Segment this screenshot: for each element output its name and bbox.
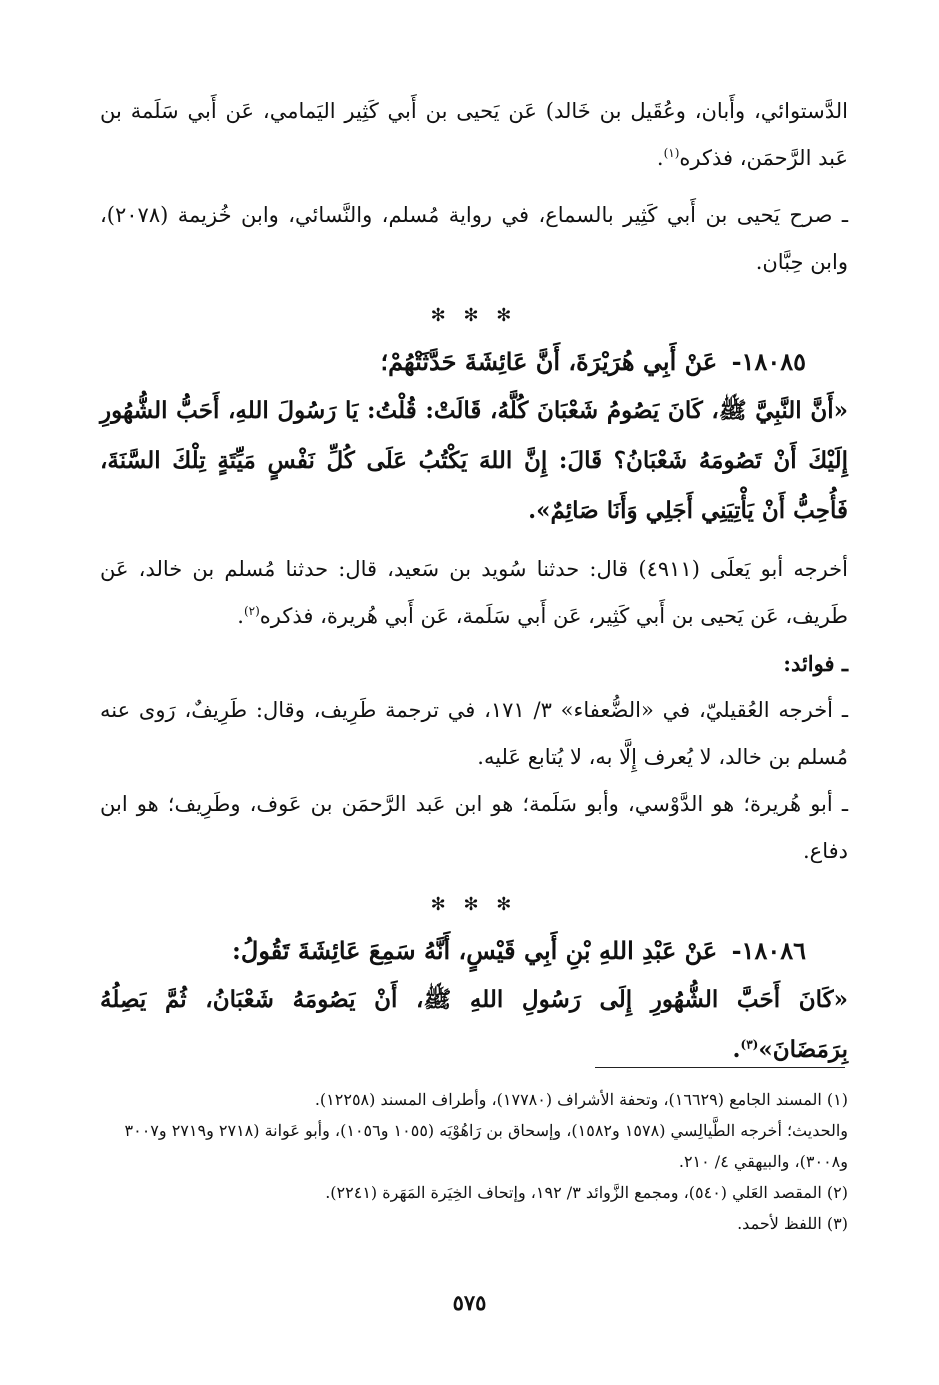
footnote-1: (١) المسند الجامع (١٦٦٢٩)، وتحفة الأشراف (١٧٧٨٠)، وأطراف المسند (١٢٢٥٨). [314, 1090, 848, 1109]
paragraph-sama-note: ـ صرح يَحيى بن أَبي كَثِير بالسماع، في رواية مُسلم، والنَّسائي، وابن خُزيمة (٢٠٧٨)، وابن حِبَّان. [100, 203, 848, 274]
footnote-divider [595, 1067, 845, 1068]
section-separator: ✻ ✻ ✻ [430, 305, 518, 326]
fawaid-note-1: ـ أخرجه العُقيليّ، في «الضُّعفاء» ٣/ ١٧١، في ترجمة طَرِيف، وقال: طَرِيفٌ، رَوى عنه مُسلم بن خالد، لا يُعرف إِلَّا به، لا يُتابع عَليه. [100, 698, 848, 769]
hadith-matn-end: . [732, 1036, 741, 1063]
footnote-3: (٣) اللفظ لأحمد. [737, 1214, 848, 1233]
footnote-reference: (٢) [243, 604, 260, 618]
fawaid-heading: ـ فوائد: [783, 651, 848, 676]
hadith-isnad: عَنْ أَبِي هُرَيْرَةَ، أَنَّ عَائِشَةَ حَدَّثَتْهُمْ؛ [380, 347, 718, 376]
paragraph-text: الدَّستوائي، وأَبان، وعُقَيل بن خَالد) عَن يَحيى بن أَبي كَثِير اليَمامي، عَن أَبي سَلَمة بن عَبد الرَّحمَن، فذكره [100, 99, 848, 170]
hadith-matn: «أَنَّ النَّبِيَّ ﷺ، كَانَ يَصُومُ شَعْبَانَ كُلَّهُ، قَالَتْ: قُلْتُ: يَا رَسُولَ اللهِ، أَحَبُّ الشُّهُورِ إِلَيْكَ أَنْ تَصُومَهُ شَعْبَانُ؟ قَالَ: إِنَّ اللهَ يَكْتُبُ عَلَى كُلِّ نَفْسٍ مَيِّتَةٍ تِلْكَ السَّنَةَ، فَأُحِبُّ أَنْ يَأْتِيَنِي أَجَلِي وَأَنَا صَائِمٌ». [100, 397, 848, 524]
page-number: ٥٧٥ [452, 1290, 487, 1315]
hadith-heading [100, 927, 848, 975]
page-body [100, 88, 848, 1075]
fawaid-note-2: ـ أبو هُريرة؛ هو الدَّوْسي، وأبو سَلَمة؛ هو ابن عَبد الرَّحمَن بن عَوف، وطَرِيف؛ هو ابن دفاع. [100, 792, 848, 863]
hadith-number: ١٨٠٨٦- [731, 936, 806, 965]
footnotes [100, 1084, 848, 1239]
hadith-number: ١٨٠٨٥- [731, 347, 806, 376]
takhrij-paragraph: أخرجه أبو يَعلَى (٤٩١١) قال: حدثنا سُويد بن سَعيد، قال: حدثنا مُسلم بن خالد، عَن طَريف، عَن يَحيى بن أَبي كَثِير، عَن أَبي سَلَمة، عَن أَبي هُريرة، فذكره$^{(٢)}$. [100, 557, 848, 628]
footnote-2: (٢) المقصد العَلي (٥٤٠)، ومجمع الزَّوائد ٣/ ١٩٢، وإتحاف الخِيَرة المَهَرة (٢٢٤١). [325, 1183, 848, 1202]
footnote-reference: (١) [663, 146, 680, 160]
paragraph-isnad-continuation: الدَّستوائي، وأَبان، وعُقَيل بن خَالد) عَن يَحيى بن أَبي كَثِير اليَمامي، عَن أَبي سَلَمة بن عَبد الرَّحمَن، فذكره$^{(١)}$. [100, 99, 848, 170]
takhrij-text: أخرجه أبو يَعلَى (٤٩١١) قال: حدثنا سُويد بن سَعيد، قال: حدثنا مُسلم بن خالد، عَن طَريف، عَن يَحيى بن أَبي كَثِير، عَن أَبي سَلَمة، عَن أَبي هُريرة، فذكره [100, 557, 848, 628]
hadith-matn [100, 975, 848, 1075]
footnote-1-continuation: والحديث؛ أخرجه الطَّيالِسي (١٥٧٨ و١٥٨٢)، وإسحاق بن رَاهُوْيَه (١٠٥٥ و١٠٥٦)، وأبو عَوانة (٢٧١٨ و٢٧١٩ و٣٠٠٧ و٣٠٠٨)، والبيهقي ٤/ ٢١٠. [124, 1121, 848, 1171]
hadith-matn-text: «كَانَ أَحَبَّ الشُّهُورِ إِلَى رَسُولِ اللهِ ﷺ، أَنْ يَصُومَهُ شَعْبَانُ، ثُمَّ يَصِلُهُ بِرَمَضَانَ» [100, 986, 848, 1063]
footnote-reference: (٣) [740, 1037, 759, 1052]
section-separator: ✻ ✻ ✻ [430, 894, 518, 915]
hadith-heading [100, 338, 848, 386]
hadith-isnad: عَنْ عَبْدِ اللهِ بْنِ أَبِي قَيْسٍ، أَنَّهُ سَمِعَ عَائِشَةَ تَقُولُ: [232, 936, 718, 965]
